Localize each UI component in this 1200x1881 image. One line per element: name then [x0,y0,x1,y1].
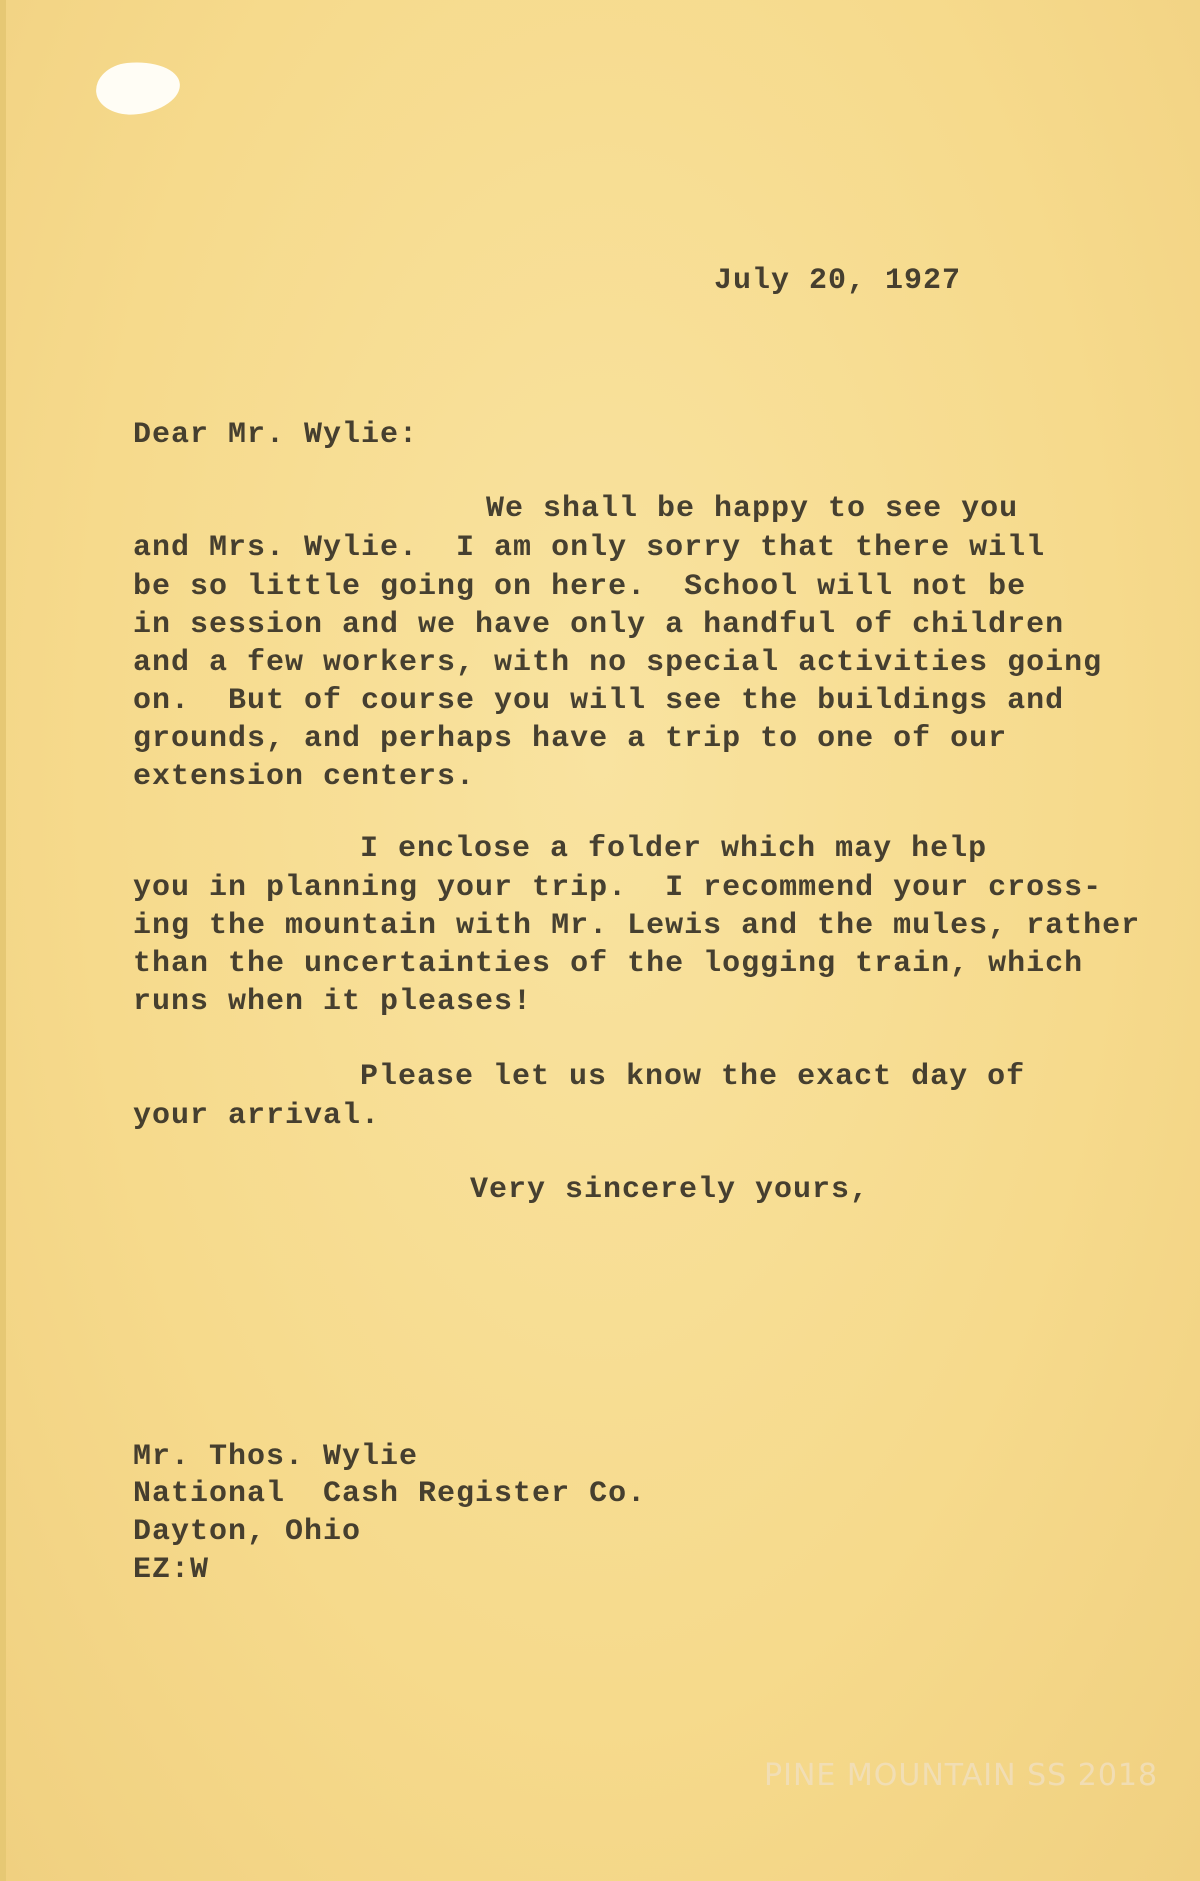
body-line: runs when it pleases! [133,985,533,1019]
body-line: and Mrs. Wylie. I am only sorry that there will [133,531,1046,565]
body-line: We shall be happy to see you [486,492,1019,526]
closing: Very sincerely yours, [470,1173,870,1207]
body-line: in session and we have only a handful of children [133,608,1065,642]
body-line: you in planning your trip. I recommend your cross- [133,871,1103,905]
body-line: grounds, and perhaps have a trip to one of our [133,722,1008,756]
address-line: Dayton, Ohio [133,1515,362,1549]
body-line: on. But of course you will see the buildings and [133,684,1065,718]
body-line: and a few workers, with no special activities going [133,646,1103,680]
watermark: PINE MOUNTAIN SS 2018 [764,1758,1159,1793]
body-line: your arrival. [133,1099,381,1133]
body-line: be so little going on here. School will not be [133,570,1027,604]
body-line: I enclose a folder which may help [360,832,988,866]
address-line: National Cash Register Co. [133,1477,647,1511]
body-line: extension centers. [133,760,476,794]
paper-edge [0,0,6,1881]
body-line: Please let us know the exact day of [360,1060,1026,1094]
paper-tear [94,58,183,118]
salutation: Dear Mr. Wylie: [133,418,419,452]
body-line: ing the mountain with Mr. Lewis and the mules, rather [133,909,1141,943]
address-line: Mr. Thos. Wylie [133,1440,419,1474]
reference-initials: EZ:W [133,1553,210,1587]
body-line: than the uncertainties of the logging train, which [133,947,1084,981]
letter-date: July 20, 1927 [714,264,962,298]
